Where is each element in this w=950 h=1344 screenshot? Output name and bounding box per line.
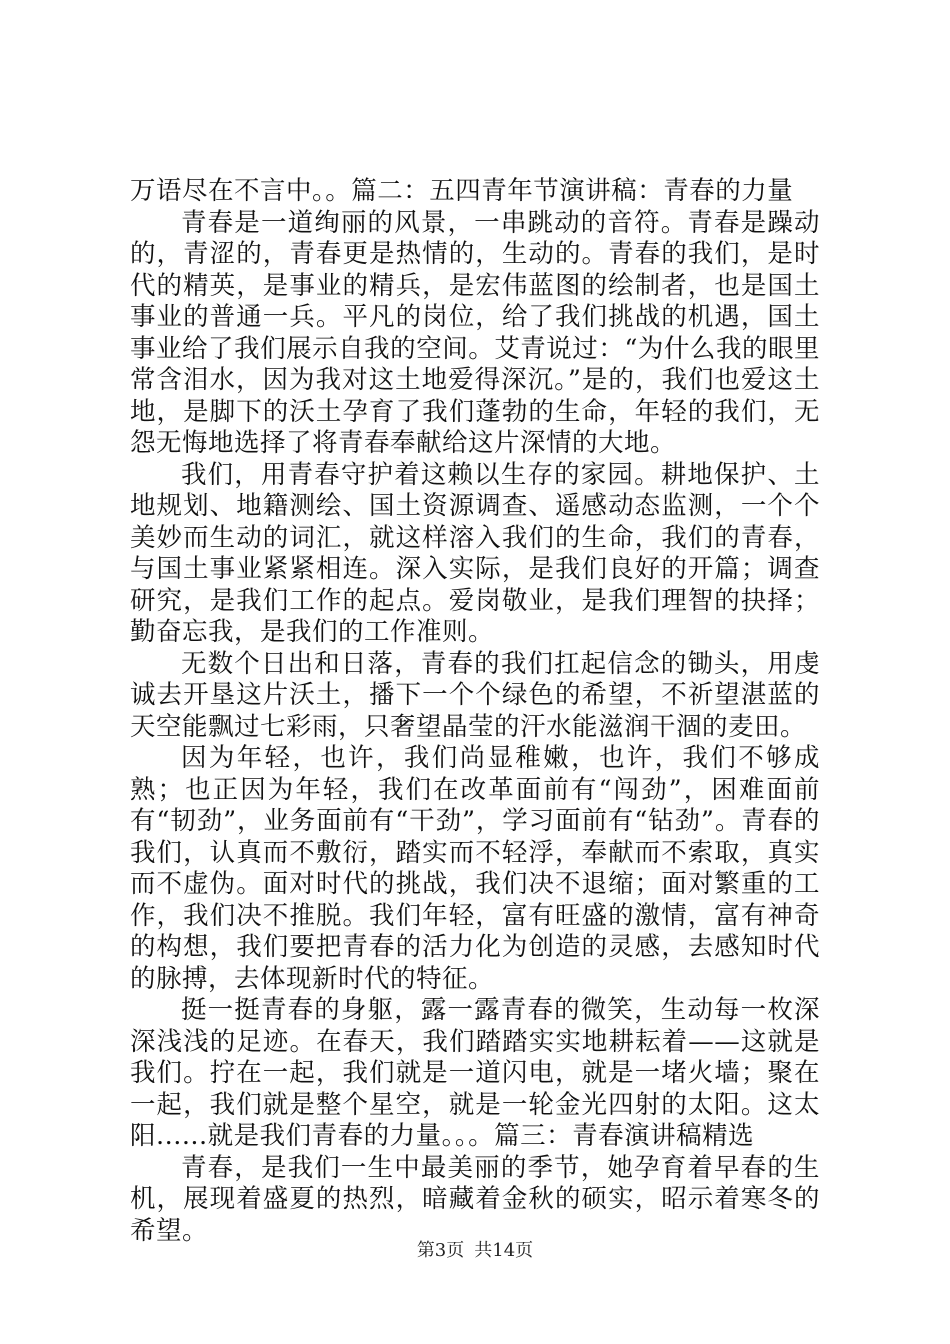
paragraph-5: 因为年轻，也许，我们尚显稚嫩，也许，我们不够成熟；也正因为年轻，我们在改革面前有“闯劲”，困难面前有“韧劲”，业务面前有“干劲”，学习面前有“钻劲”。青春的我们，认真而不敷衍，踏实而不轻浮，奉献而不索取，真实而不虚伪。面对时代的挑战，我们决不退缩；面对繁重的工作，我们决不推脱。我们年轻，富有旺盛的激情，富有神奇的构想，我们要把青春的活力化为创造的灵感，去感知时代的脉搏，去体现新时代的特征。 <box>130 743 820 994</box>
page-total: 共14页 <box>474 1240 534 1261</box>
page-number: 第3页 <box>416 1240 465 1261</box>
paragraph-3: 我们，用青春守护着这赖以生存的家园。耕地保护、土地规划、地籍测绘、国土资源调查、遥感动态监测，一个个美妙而生动的词汇，就这样溶入我们的生命，我们的青春，与国土事业紧紧相连。深入实际，是我们良好的开篇；调查研究，是我们工作的起点。爱岗敬业，是我们理智的抉择；勤奋忘我，是我们的工作准则。 <box>130 459 820 647</box>
paragraph-1: 万语尽在不言中。。篇二：五四青年节演讲稿：青春的力量 <box>130 176 794 206</box>
paragraph-4: 无数个日出和日落，青春的我们扛起信念的锄头，用虔诚去开垦这片沃土，播下一个个绿色的希望，不祈望湛蓝的天空能飘过七彩雨，只奢望晶莹的汗水能滋润干涸的麦田。 <box>130 648 820 742</box>
paragraph-7: 青春，是我们一生中最美丽的季节，她孕育着早春的生机，展现着盛夏的热烈，暗藏着金秋的硕实，昭示着寒冬的希望。 <box>130 1152 820 1246</box>
paragraph-2: 青春是一道绚丽的风景，一串跳动的音符。青春是躁动的，青涩的，青春更是热情的，生动的。青春的我们，是时代的精英，是事业的精兵，是宏伟蓝图的绘制者，也是国土事业的普通一兵。平凡的岗位，给了我们挑战的机遇，国土事业给了我们展示自我的空间。艾青说过：“为什么我的眼里常含泪水，因为我对这土地爱得深沉。”是的，我们也爱这土地，是脚下的沃土孕育了我们蓬勃的生命，年轻的我们，无怨无悔地选择了将青春奉献给这片深情的大地。 <box>130 207 820 458</box>
page-footer <box>0 1240 950 1262</box>
document-body <box>130 176 820 1247</box>
paragraph-6: 挺一挺青春的身躯，露一露青春的微笑，生动每一枚深深浅浅的足迹。在春天，我们踏踏实实地耕耘着——这就是我们。拧在一起，我们就是一道闪电，就是一堵火墙；聚在一起，我们就是整个星空，就是一轮金光四射的太阳。这太阳......就是我们青春的力量。。。篇三：青春演讲稿精选 <box>130 995 820 1151</box>
